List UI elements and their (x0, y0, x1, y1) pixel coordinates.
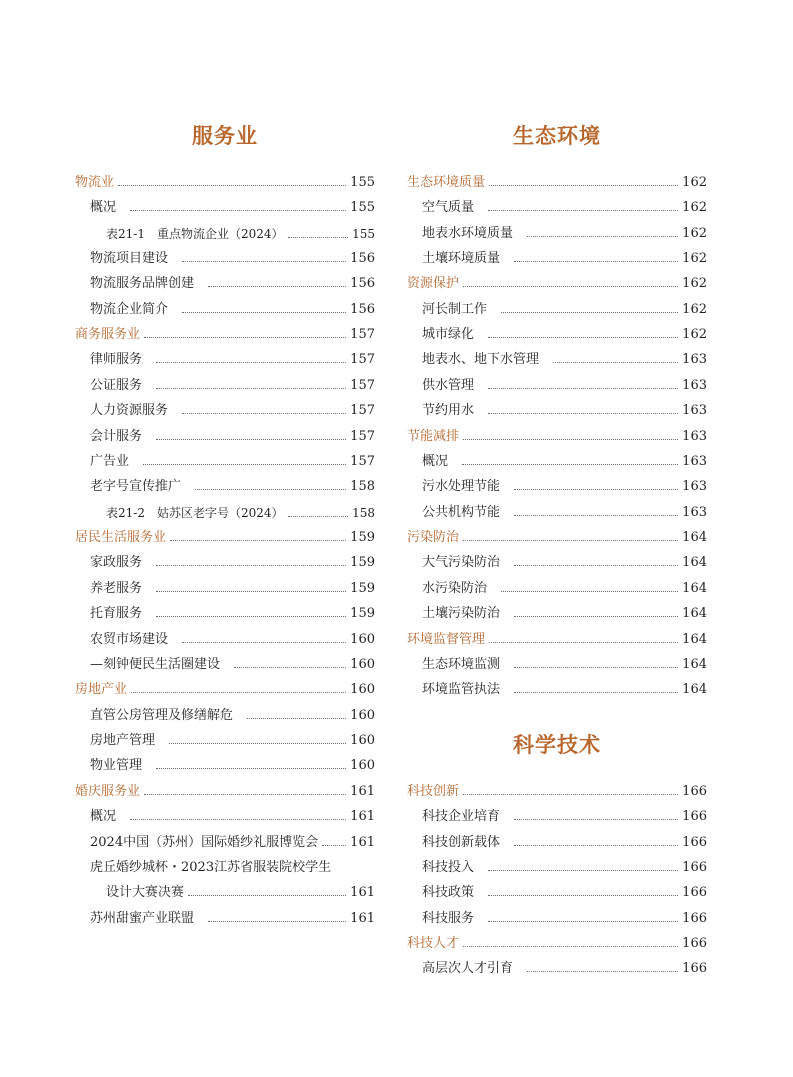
toc-label: 广告业 (90, 454, 130, 469)
toc-page: 162 (682, 302, 707, 317)
dot-leader (118, 185, 346, 186)
toc-label: 高层次人才引育 (422, 961, 514, 976)
toc-page: 166 (682, 961, 707, 976)
toc-page: 164 (682, 632, 707, 647)
toc-item[interactable] (422, 302, 707, 318)
toc-page: 162 (682, 226, 707, 241)
toc-label: 科技服务 (422, 911, 475, 926)
toc-page: 164 (682, 606, 707, 621)
toc-item[interactable] (422, 327, 707, 343)
toc-label: 物流服务品牌创建 (90, 276, 195, 291)
dot-leader (514, 489, 678, 490)
toc-page: 162 (682, 276, 707, 291)
toc-item[interactable] (422, 226, 707, 242)
toc-label: 科技投入 (422, 860, 475, 875)
toc-label: 概况 (422, 454, 449, 469)
dot-leader (156, 565, 346, 566)
toc-item[interactable] (422, 809, 707, 825)
toc-page: 162 (682, 251, 707, 266)
toc-page: 164 (682, 555, 707, 570)
toc-item[interactable] (422, 961, 707, 977)
dot-leader (188, 895, 346, 896)
dot-leader (195, 489, 346, 490)
toc-item[interactable] (90, 479, 375, 495)
toc-category-real-estate[interactable] (75, 682, 375, 698)
dot-leader (169, 743, 346, 744)
toc-label: 空气质量 (422, 200, 475, 215)
dot-leader (182, 261, 346, 262)
dot-leader (156, 439, 346, 440)
toc-item[interactable] (422, 911, 707, 927)
toc-page: 163 (682, 454, 707, 469)
toc-label: 生态环境监测 (422, 657, 501, 672)
toc-page: 163 (682, 505, 707, 520)
toc-page: 163 (682, 479, 707, 494)
toc-label: 环境监管执法 (422, 682, 501, 697)
toc-item[interactable] (90, 454, 375, 470)
toc-label: 2024中国（苏州）国际婚纱礼服博览会 (90, 835, 319, 850)
toc-page: 155 (352, 227, 375, 241)
toc-item[interactable] (90, 429, 375, 445)
toc-item[interactable] (422, 606, 707, 622)
toc-category-business-services[interactable] (75, 327, 375, 343)
toc-category-energy-saving[interactable] (407, 429, 707, 445)
dot-leader (208, 286, 346, 287)
toc-page: 161 (350, 835, 375, 850)
dot-leader (156, 362, 346, 363)
toc-page: 166 (682, 784, 707, 799)
toc-item[interactable] (90, 708, 375, 724)
toc-label: 污水处理节能 (422, 479, 501, 494)
dot-leader (463, 286, 678, 287)
dot-leader (143, 464, 346, 465)
dot-leader (144, 794, 346, 795)
toc-category-environmental-supervision[interactable] (407, 632, 707, 648)
toc-item[interactable] (422, 505, 707, 521)
dot-leader (288, 516, 349, 517)
section-title-ecology: 生态环境 (513, 124, 601, 148)
toc-label: 城市绿化 (422, 327, 475, 342)
toc-label: 土壤污染防治 (422, 606, 501, 621)
dot-leader (514, 616, 678, 617)
dot-leader (489, 642, 678, 643)
toc-page: 164 (682, 682, 707, 697)
toc-label: 人力资源服务 (90, 403, 169, 418)
toc-page: 159 (350, 606, 375, 621)
toc-category-pollution-control[interactable] (407, 530, 707, 546)
toc-label: 婚庆服务业 (75, 784, 141, 799)
toc-item[interactable] (422, 378, 707, 394)
toc-label: 设计大赛决赛 (106, 885, 185, 900)
toc-page: 166 (682, 911, 707, 926)
toc-page: 160 (350, 632, 375, 647)
toc-page: 157 (350, 378, 375, 393)
toc-label: 污染防治 (407, 530, 460, 545)
dot-leader (514, 692, 678, 693)
toc-label: 科技人才 (407, 936, 460, 951)
toc-item[interactable] (422, 200, 707, 216)
toc-label: —刻钟便民生活圈建设 (90, 657, 221, 672)
toc-label: 环境监督管理 (407, 632, 486, 647)
dot-leader (288, 237, 349, 238)
dot-leader (488, 210, 678, 211)
toc-label: 房地产业 (75, 682, 128, 697)
toc-label: 表21-2 姑苏区老字号（2024） (106, 506, 284, 520)
dot-leader (462, 464, 678, 465)
toc-item[interactable] (90, 555, 375, 571)
toc-item[interactable] (90, 657, 375, 673)
toc-label: 科技企业培育 (422, 809, 501, 824)
dot-leader (488, 413, 678, 414)
toc-page: 163 (682, 403, 707, 418)
toc-item[interactable] (90, 276, 375, 292)
dot-leader (501, 591, 678, 592)
dot-leader (144, 337, 346, 338)
toc-label: 大气污染防治 (422, 555, 501, 570)
dot-leader (322, 845, 346, 846)
toc-page: 157 (350, 327, 375, 342)
dot-leader (463, 946, 678, 947)
dot-leader (514, 819, 678, 820)
toc-page: 159 (350, 555, 375, 570)
dot-leader (488, 337, 678, 338)
toc-page: 166 (682, 936, 707, 951)
toc-item[interactable] (90, 632, 375, 648)
toc-table-item[interactable] (106, 226, 375, 242)
toc-label: 直管公房管理及修缮解危 (90, 708, 234, 723)
toc-page: 160 (350, 708, 375, 723)
toc-label: 供水管理 (422, 378, 475, 393)
toc-page: 163 (682, 378, 707, 393)
dot-leader (514, 515, 678, 516)
dot-leader (247, 718, 346, 719)
toc-table-item[interactable] (106, 505, 375, 521)
toc-item[interactable] (90, 758, 375, 774)
toc-page: 158 (352, 506, 375, 520)
toc-item[interactable] (90, 606, 375, 622)
toc-label: 房地产管理 (90, 733, 156, 748)
dot-leader (489, 185, 678, 186)
toc-label: 公共机构节能 (422, 505, 501, 520)
dot-leader (182, 312, 346, 313)
toc-item[interactable] (90, 733, 375, 749)
toc-page: 164 (682, 581, 707, 596)
dot-leader (131, 692, 346, 693)
dot-leader (488, 921, 678, 922)
toc-label: 公证服务 (90, 378, 143, 393)
toc-label: 农贸市场建设 (90, 632, 169, 647)
dot-leader (514, 845, 678, 846)
toc-page: 164 (682, 530, 707, 545)
toc-page: 161 (350, 809, 375, 824)
toc-page: 157 (350, 429, 375, 444)
toc-page: 163 (682, 352, 707, 367)
toc-item[interactable] (422, 454, 707, 470)
toc-category-resource-protection[interactable] (407, 276, 707, 292)
toc-label: 概况 (90, 809, 117, 824)
toc-item[interactable] (422, 835, 707, 851)
toc-page: 157 (350, 352, 375, 367)
dot-leader (170, 540, 346, 541)
toc-item[interactable] (90, 378, 375, 394)
toc-page: 158 (350, 479, 375, 494)
dot-leader (156, 768, 346, 769)
dot-leader (182, 413, 346, 414)
dot-leader (182, 642, 346, 643)
toc-label: 家政服务 (90, 555, 143, 570)
toc-label: 水污染防治 (422, 581, 488, 596)
dot-leader (514, 261, 678, 262)
toc-item[interactable] (90, 911, 375, 927)
toc-category-tech-talent[interactable] (407, 936, 707, 952)
toc-item[interactable] (90, 302, 375, 318)
toc-page: 166 (682, 809, 707, 824)
toc-page: 156 (350, 276, 375, 291)
toc-page: 166 (682, 860, 707, 875)
toc-page: 156 (350, 251, 375, 266)
toc-page: 164 (682, 657, 707, 672)
toc-label: 地表水环境质量 (422, 226, 514, 241)
toc-page: 155 (350, 200, 375, 215)
toc-category-resident-services[interactable] (75, 530, 375, 546)
dot-leader (488, 895, 678, 896)
dot-leader (527, 236, 678, 237)
toc-label: 商务服务业 (75, 327, 141, 342)
toc-page: 160 (350, 733, 375, 748)
toc-item[interactable] (422, 352, 707, 368)
toc-label: 物流业 (75, 175, 115, 190)
toc-label: 节约用水 (422, 403, 475, 418)
dot-leader (156, 591, 346, 592)
toc-label: 表21-1 重点物流企业（2024） (106, 227, 284, 241)
dot-leader (488, 388, 678, 389)
toc-page: 162 (682, 175, 707, 190)
toc-item[interactable] (422, 555, 707, 571)
toc-category-wedding-services[interactable] (75, 784, 375, 800)
toc-item[interactable] (90, 251, 375, 267)
dot-leader (488, 870, 678, 871)
toc-page: 155 (350, 175, 375, 190)
toc-label: 地表水、地下水管理 (422, 352, 540, 367)
toc-item-multiline-first[interactable]: 虎丘婚纱城杯・2023江苏省服装院校学生 (90, 860, 332, 875)
toc-label: 养老服务 (90, 581, 143, 596)
toc-item[interactable] (90, 352, 375, 368)
section-title-science-technology: 科学技术 (513, 733, 601, 757)
dot-leader (514, 565, 678, 566)
toc-item[interactable] (422, 403, 707, 419)
dot-leader (463, 540, 678, 541)
dot-leader (501, 312, 678, 313)
dot-leader (553, 362, 678, 363)
toc-page: 163 (682, 429, 707, 444)
toc-label: 老字号宣传推广 (90, 479, 182, 494)
toc-item[interactable] (90, 835, 375, 851)
dot-leader (527, 971, 678, 972)
toc-page: 160 (350, 657, 375, 672)
toc-page: 159 (350, 530, 375, 545)
dot-leader (130, 210, 346, 211)
toc-page: 161 (350, 885, 375, 900)
toc-page: 166 (682, 835, 707, 850)
dot-leader (463, 439, 678, 440)
toc-page: 161 (350, 784, 375, 799)
dot-leader (463, 794, 678, 795)
toc-label: 律师服务 (90, 352, 143, 367)
toc-page: 157 (350, 403, 375, 418)
dot-leader (156, 388, 346, 389)
toc-page: 159 (350, 581, 375, 596)
toc-page: 160 (350, 682, 375, 697)
toc-label: 居民生活服务业 (75, 530, 167, 545)
dot-leader (130, 819, 346, 820)
toc-label: 科技创新载体 (422, 835, 501, 850)
toc-category-tech-innovation[interactable] (407, 784, 707, 800)
dot-leader (208, 921, 346, 922)
dot-leader (234, 667, 346, 668)
dot-leader (156, 616, 346, 617)
toc-label: 概况 (90, 200, 117, 215)
toc-label: 会计服务 (90, 429, 143, 444)
toc-label: 土壤环境质量 (422, 251, 501, 266)
toc-label: 科技创新 (407, 784, 460, 799)
toc-page: 161 (350, 911, 375, 926)
toc-category-eco-quality[interactable] (407, 175, 707, 191)
toc-label: 物流企业简介 (90, 302, 169, 317)
toc-page: 166 (682, 885, 707, 900)
toc-page: 157 (350, 454, 375, 469)
toc-label: 生态环境质量 (407, 175, 486, 190)
toc-item[interactable] (422, 581, 707, 597)
toc-item-multiline-second[interactable] (106, 885, 375, 901)
toc-item[interactable] (422, 657, 707, 673)
toc-item[interactable] (90, 809, 375, 825)
toc-item[interactable] (90, 403, 375, 419)
toc-label: 节能减排 (407, 429, 460, 444)
dot-leader (514, 667, 678, 668)
toc-page: 162 (682, 200, 707, 215)
toc-label: 河长制工作 (422, 302, 488, 317)
toc-item[interactable] (90, 581, 375, 597)
toc-category-logistics[interactable] (75, 175, 375, 191)
toc-item[interactable] (422, 251, 707, 267)
toc-page: 162 (682, 327, 707, 342)
toc-label: 苏州甜蜜产业联盟 (90, 911, 195, 926)
toc-item[interactable] (90, 200, 375, 216)
toc-label: 物业管理 (90, 758, 143, 773)
toc-label: 资源保护 (407, 276, 460, 291)
toc-item[interactable] (422, 860, 707, 876)
toc-item[interactable] (422, 479, 707, 495)
toc-label: 科技政策 (422, 885, 475, 900)
toc-label: 物流项目建设 (90, 251, 169, 266)
toc-label: 托育服务 (90, 606, 143, 621)
toc-item[interactable] (422, 885, 707, 901)
toc-page: 156 (350, 302, 375, 317)
section-title-services: 服务业 (192, 124, 258, 148)
toc-item[interactable] (422, 682, 707, 698)
toc-page: 160 (350, 758, 375, 773)
